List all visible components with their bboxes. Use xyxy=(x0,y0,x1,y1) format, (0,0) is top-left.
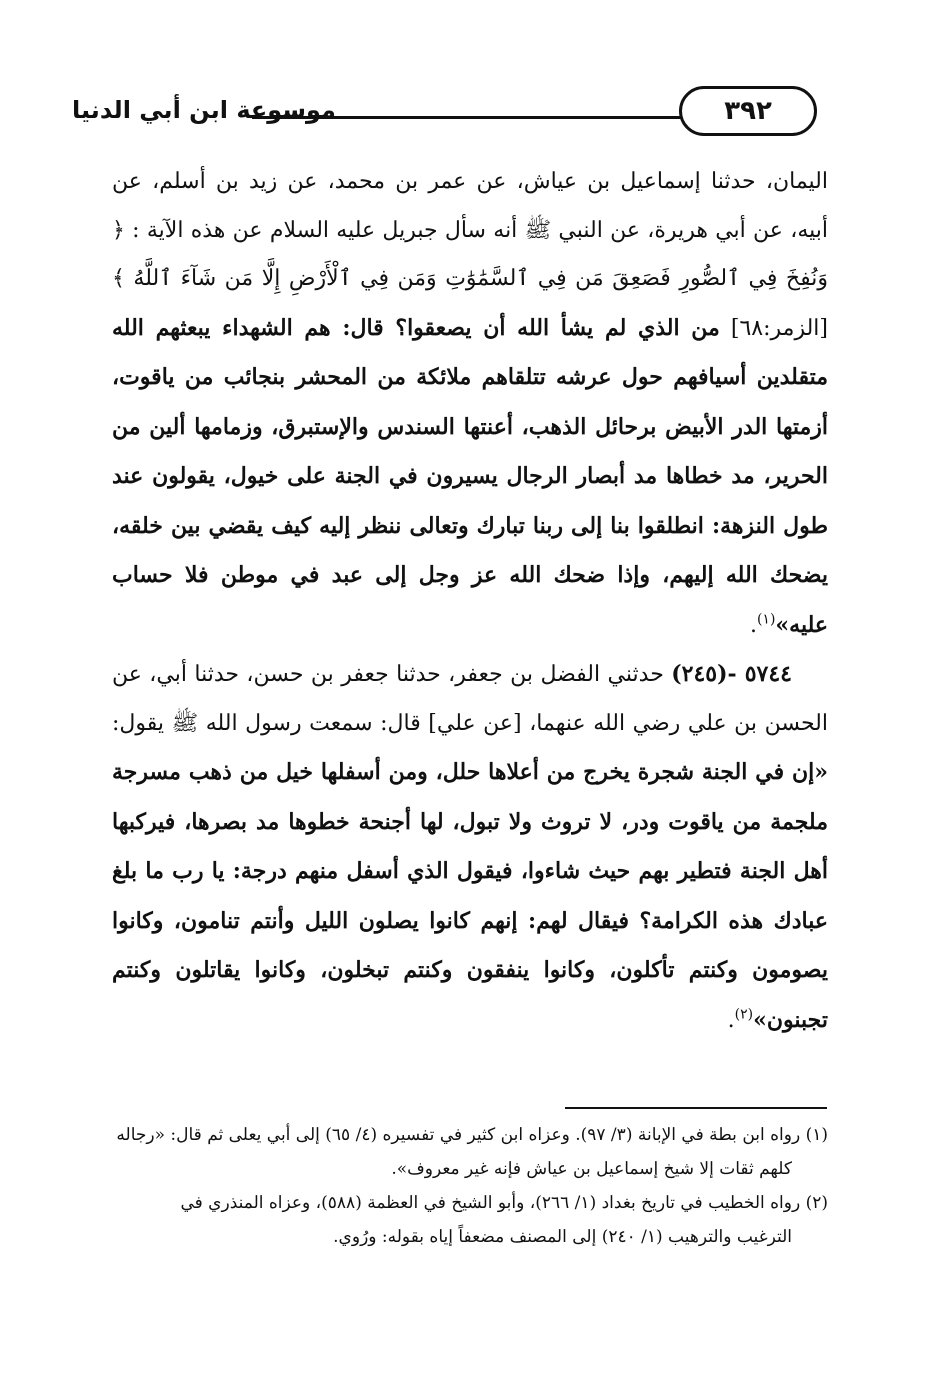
footnote-2-line-2: الترغيب والترهيب (١/ ٢٤٠) إلى المصنف مضعفاً إياه بقوله: ورُوي. xyxy=(333,1227,792,1247)
period: . xyxy=(727,1007,735,1033)
hadith-paragraph-1 xyxy=(112,158,828,650)
footnote-marker: (١) xyxy=(756,611,776,628)
page-number: ٣٩٢ xyxy=(679,86,817,136)
footnotes xyxy=(96,1118,828,1254)
isnad-text: اليمان، حدثنا إسماعيل بن عياش، عن عمر بن محمد، عن زيد بن أسلم، عن أبيه، عن أبي هريرة، عن النبي ﷺ أنه سأل جبريل عليه السلام عن هذه الآية : xyxy=(112,169,828,243)
isnad-text: حدثني الفضل بن جعفر، حدثنا جعفر بن حسن، حدثنا أبي، عن الحسن بن علي رضي الله عنهما، [عن علي] قال: سمعت رسول الله ﷺ يقول: xyxy=(112,662,828,736)
hadith-number: ٥٧٤٤ -(٢٤٥) xyxy=(671,661,792,687)
main-text xyxy=(112,158,828,1045)
footnote-2 xyxy=(96,1186,828,1220)
footnote-1-line-2: كلهم ثقات إلا شيخ إسماعيل بن عياش فإنه غير معروف». xyxy=(391,1159,792,1179)
period: . xyxy=(749,612,757,638)
footnote-2-continued xyxy=(96,1220,828,1254)
hadith-paragraph-2 xyxy=(112,650,828,1045)
quran-verse: ﴿ وَنُفِخَ فِي ٱلصُّورِ فَصَعِقَ مَن فِي ٱلسَّمَٰوَٰتِ وَمَن فِي ٱلْأَرْضِ إِلَّا مَن شَآءَ ٱللَّهُ ﴾ xyxy=(112,217,828,291)
footnote-separator xyxy=(565,1107,827,1109)
hadith-matn: «إن في الجنة شجرة يخرج من أعلاها حلل، ومن أسفلها خيل من ذهب مسرجة ملجمة من ياقوت ودر، لا تروث ولا تبول، لها أجنحة خطوها مد بصرها، فيركبها أهل الجنة فتطير بهم حيث شاءوا، فيقول الذي أسفل منهم درجة: يا رب ما بلغ عبادك هذه الكرامة؟ فيقال لهم: إنهم كانوا يصلون الليل وأنتم تنامون، وكانوا يصومون وكنتم تأكلون، وكانوا ينفقون وكنتم تبخلون، وكانوا يقاتلون وكنتم تجبنون» xyxy=(112,759,828,1033)
footnote-marker: (٢) xyxy=(734,1006,754,1023)
footnote-1 xyxy=(96,1118,828,1152)
footnote-1-continued xyxy=(96,1152,828,1186)
verse-reference: [الزمر:٦٨] xyxy=(730,315,828,341)
book-title: موسوعة ابن أبي الدنيا xyxy=(72,96,336,124)
page-header xyxy=(72,86,817,148)
hadith-matn: من الذي لم يشأ الله أن يصعقوا؟ قال: هم الشهداء يبعثهم الله متقلدين أسيافهم حول عرشه تتلقاهم ملائكة من المحشر بنجائب من ياقوت، أزمتها الدر الأبيض برحائل الذهب، أعنتها السندس والإستبرق، وزمامها ألين من الحرير، مد خطاها مد أبصار الرجال يسيرون في الجنة على خيول، يقولون عند طول النزهة: انطلقوا بنا إلى ربنا تبارك وتعالى ننظر إليه كيف يقضي بين خلقه، يضحك الله إليهم، وإذا ضحك الله عز وجل إلى عبد في موطن فلا حساب عليه» xyxy=(112,314,828,638)
footnote-1-line-1: (١) رواه ابن بطة في الإبانة (٣/ ٩٧). وعزاه ابن كثير في تفسيره (٤/ ٦٥) إلى أبي يعلى ثم قال: «رجاله xyxy=(116,1125,828,1145)
footnote-2-line-1: (٢) رواه الخطيب في تاريخ بغداد (١/ ٢٦٦)، وأبو الشيخ في العظمة (٥٨٨)، وعزاه المنذري في xyxy=(180,1193,828,1213)
